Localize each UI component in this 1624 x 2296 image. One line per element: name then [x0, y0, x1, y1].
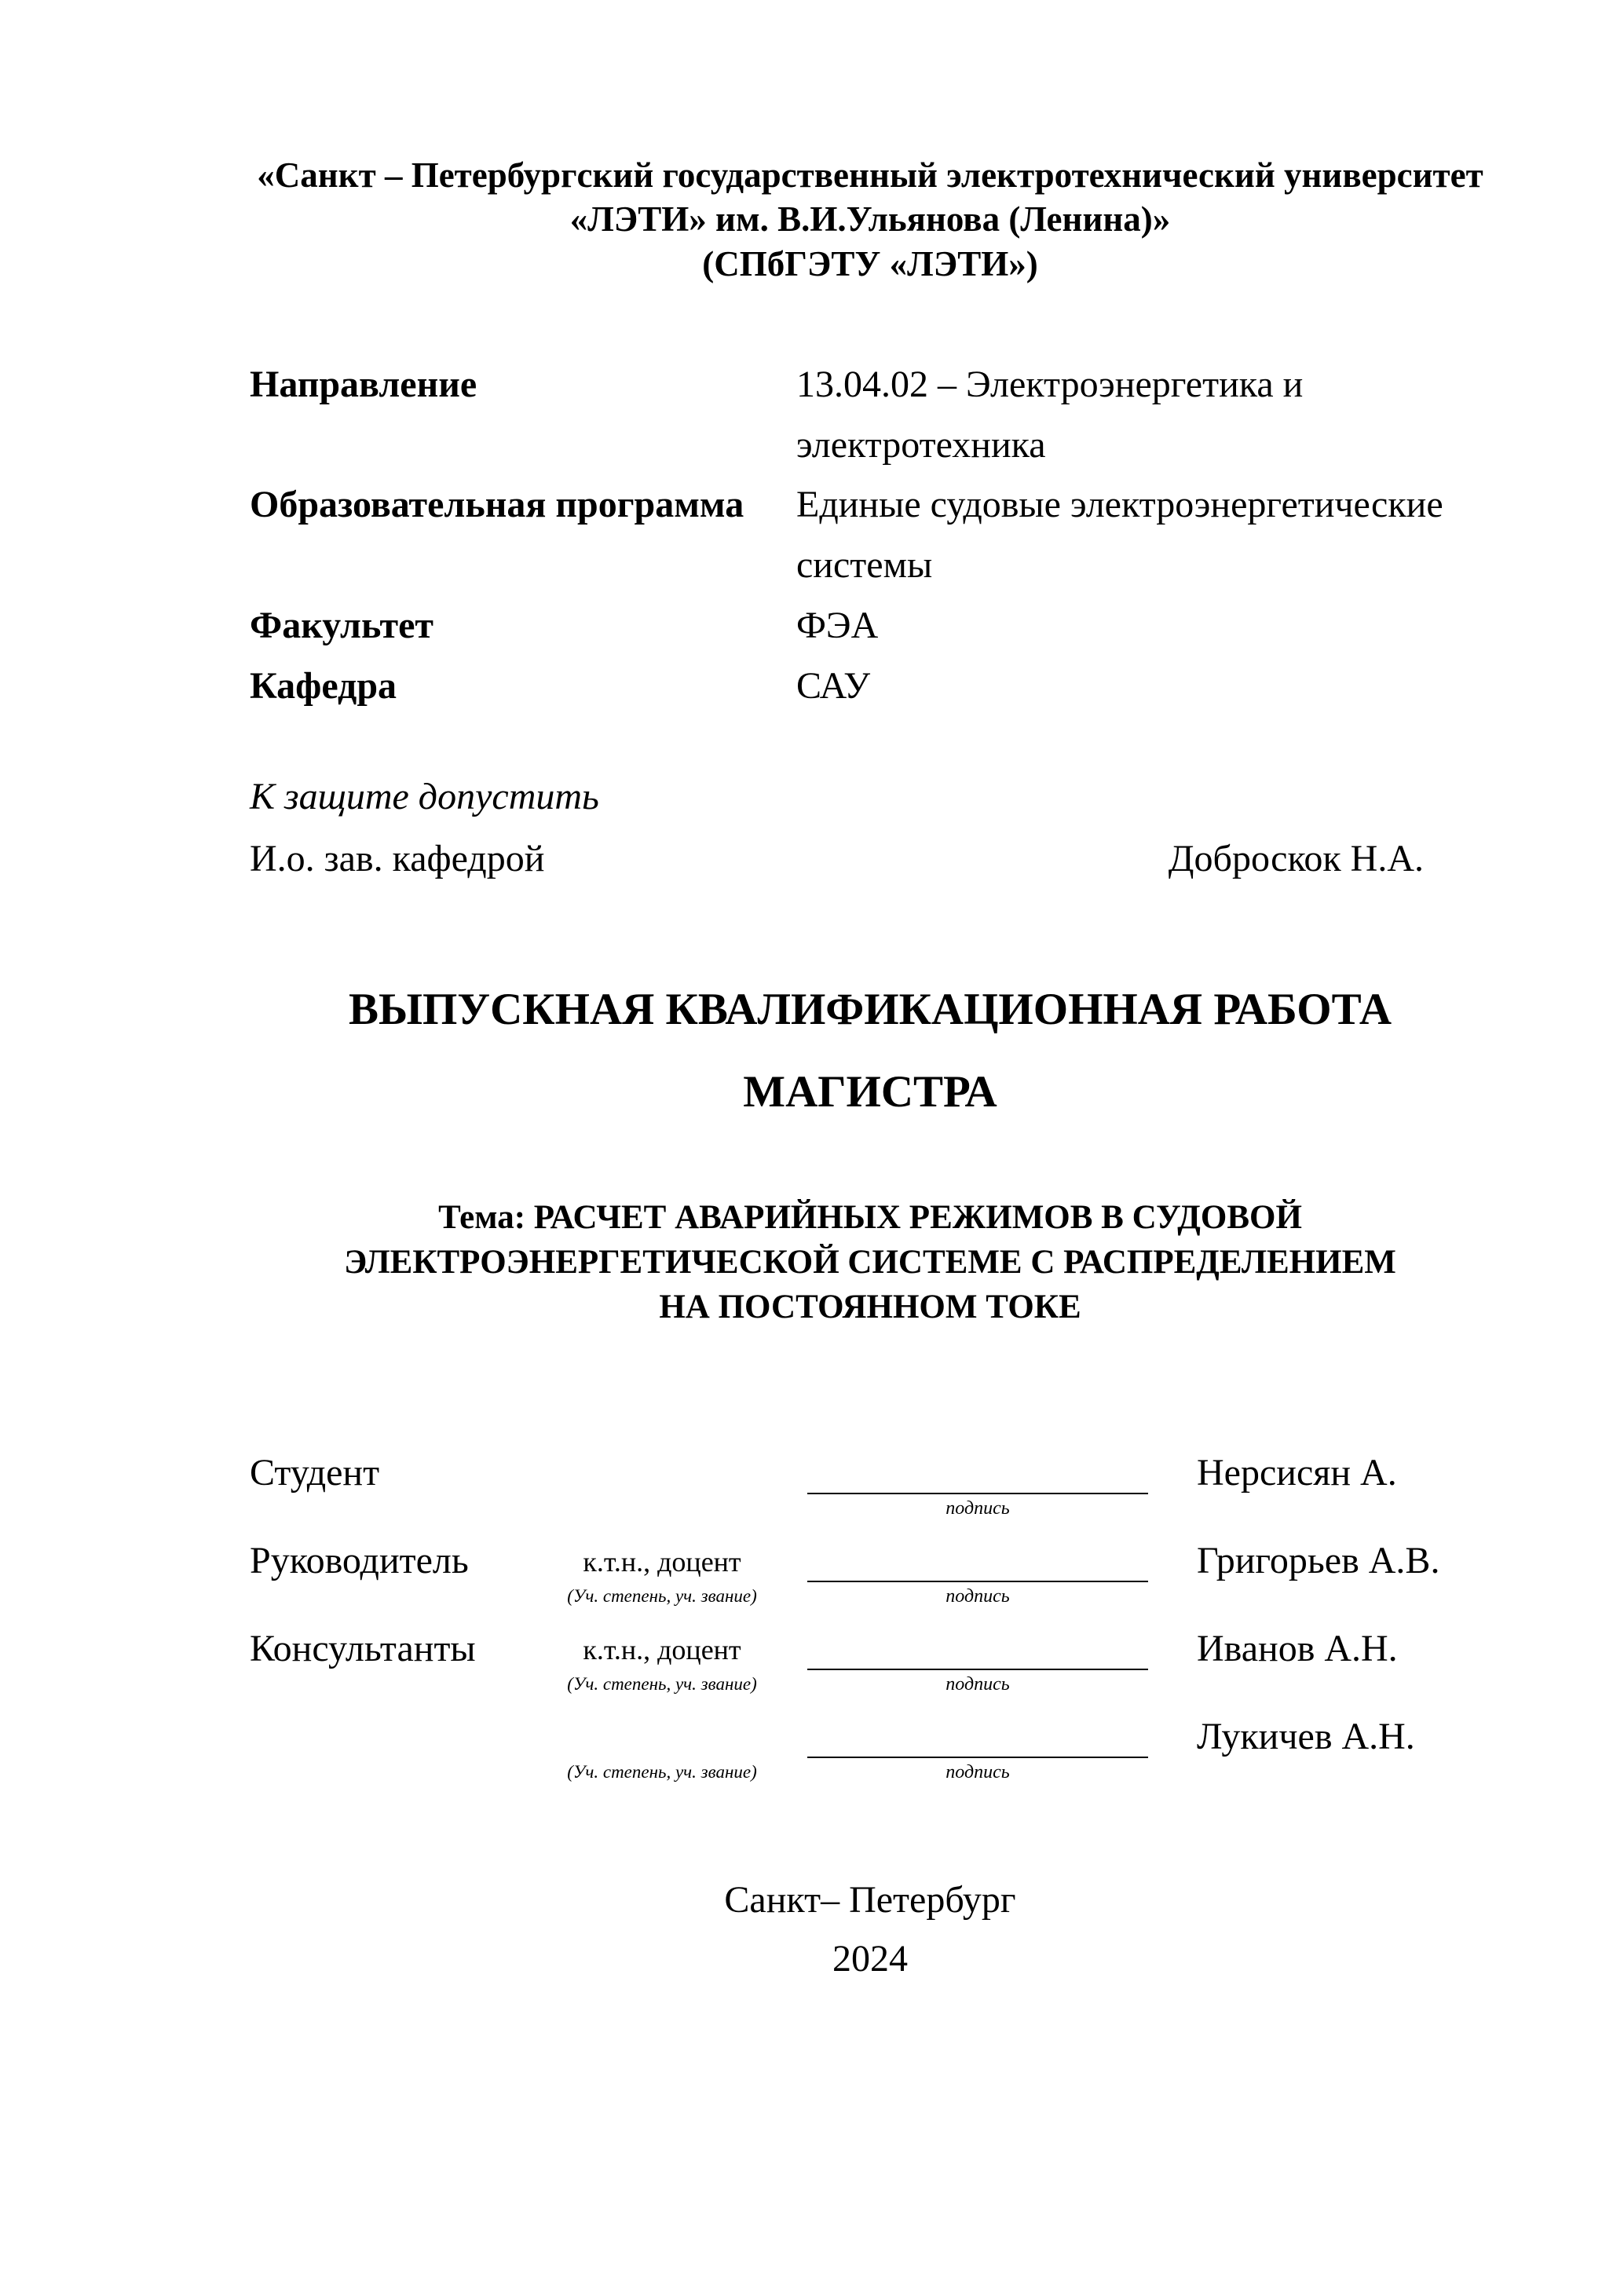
- signature-person-name: Нерсисян А.: [1197, 1452, 1397, 1494]
- signature-caption: подпись: [946, 1762, 1010, 1783]
- field-program-value: Единые судовые электроэнергетические системы: [796, 484, 1443, 587]
- field-faculty-value: ФЭА: [796, 604, 879, 646]
- signature-degree-value: к.т.н., доцент: [583, 1634, 741, 1666]
- signature-row-consultant-1: [250, 1621, 1490, 1695]
- footer: [250, 1871, 1490, 1988]
- signature-field: [807, 1446, 1148, 1519]
- university-name-line-1: «Санкт – Петербургский государственный электротехнический университет: [257, 155, 1483, 195]
- signature-person-name: Лукичев А.Н.: [1197, 1716, 1415, 1758]
- footer-city: Санкт– Петербург: [724, 1879, 1016, 1921]
- signature-line: [807, 1446, 1148, 1494]
- signature-degree-caption: (Уч. степень, уч. звание): [567, 1586, 757, 1607]
- program-fields: [250, 355, 1490, 717]
- field-direction: [250, 355, 1490, 476]
- approval-row: [250, 828, 1490, 890]
- thesis-theme-line-2: ЭЛЕКТРОЭНЕРГЕТИЧЕСКОЙ СИСТЕМЕ С РАСПРЕДЕЛЕНИЕМ: [344, 1243, 1396, 1281]
- signature-role: [250, 1446, 532, 1519]
- signature-line: [807, 1709, 1148, 1758]
- signature-role-label: [250, 1709, 532, 1758]
- signature-role-label: Консультанты: [250, 1628, 476, 1670]
- page-title-line-2: МАГИСТРА: [743, 1067, 997, 1117]
- thesis-theme-line-1: Тема: РАСЧЕТ АВАРИЙНЫХ РЕЖИМОВ В СУДОВОЙ: [438, 1198, 1302, 1236]
- thesis-theme: [250, 1195, 1490, 1330]
- footer-year: 2024: [832, 1937, 908, 1980]
- signature-degree: [532, 1534, 792, 1607]
- signature-person: [1197, 1446, 1397, 1519]
- signature-degree-value: к.т.н., доцент: [583, 1546, 741, 1578]
- field-direction-label: Направление: [250, 363, 477, 405]
- signature-caption: подпись: [946, 1674, 1010, 1695]
- signature-row-supervisor: [250, 1534, 1490, 1607]
- signature-degree: [532, 1709, 792, 1783]
- field-faculty-label: Факультет: [250, 604, 433, 646]
- signature-table: [250, 1446, 1490, 1783]
- university-name-line-2: «ЛЭТИ» им. В.И.Ульянова (Ленина)»: [569, 199, 1171, 239]
- signature-line: [807, 1534, 1148, 1582]
- signature-field: [807, 1709, 1148, 1783]
- approval-name: Доброскок Н.А.: [1168, 837, 1424, 879]
- university-header: [250, 153, 1490, 286]
- university-abbreviation: (СПбГЭТУ «ЛЭТИ»): [702, 243, 1038, 283]
- signature-person: [1197, 1534, 1439, 1607]
- signature-field: [807, 1534, 1148, 1607]
- page-title: [250, 968, 1490, 1134]
- approval-position: И.о. зав. кафедрой: [250, 837, 545, 879]
- signature-row-consultant-2: [250, 1709, 1490, 1783]
- signature-row-student: [250, 1446, 1490, 1519]
- signature-degree: [532, 1446, 792, 1519]
- signature-person-name: Григорьев А.В.: [1197, 1540, 1440, 1582]
- signature-degree-caption: (Уч. степень, уч. звание): [567, 1762, 757, 1782]
- signature-field: [807, 1621, 1148, 1695]
- signature-role-label: Руководитель: [250, 1540, 469, 1582]
- approval-block: [250, 766, 1490, 890]
- signature-line: [807, 1621, 1148, 1670]
- thesis-theme-line-3: НА ПОСТОЯННОМ ТОКЕ: [659, 1289, 1081, 1326]
- field-department-value: САУ: [796, 664, 871, 707]
- signature-degree-caption: (Уч. степень, уч. звание): [567, 1674, 757, 1695]
- signature-role: [250, 1621, 532, 1695]
- signature-role: [250, 1709, 532, 1783]
- signature-role-label: Студент: [250, 1452, 380, 1494]
- page-title-line-1: ВЫПУСКНАЯ КВАЛИФИКАЦИОННАЯ РАБОТА: [348, 984, 1392, 1034]
- field-department-label: Кафедра: [250, 664, 397, 707]
- field-faculty: [250, 596, 1490, 656]
- field-direction-value: 13.04.02 – Электроэнергетика и электротехника: [796, 363, 1304, 466]
- signature-role: [250, 1534, 532, 1607]
- signature-person: [1197, 1709, 1415, 1783]
- field-program-label: Образовательная программа: [250, 484, 744, 526]
- signature-caption: подпись: [946, 1586, 1010, 1607]
- field-department: [250, 656, 1490, 717]
- signature-degree: [532, 1621, 792, 1695]
- signature-person: [1197, 1621, 1398, 1695]
- signature-person-name: Иванов А.Н.: [1197, 1628, 1398, 1670]
- approval-allow-line: К защите допустить: [250, 775, 599, 817]
- signature-caption: подпись: [946, 1498, 1010, 1519]
- field-program: [250, 475, 1490, 596]
